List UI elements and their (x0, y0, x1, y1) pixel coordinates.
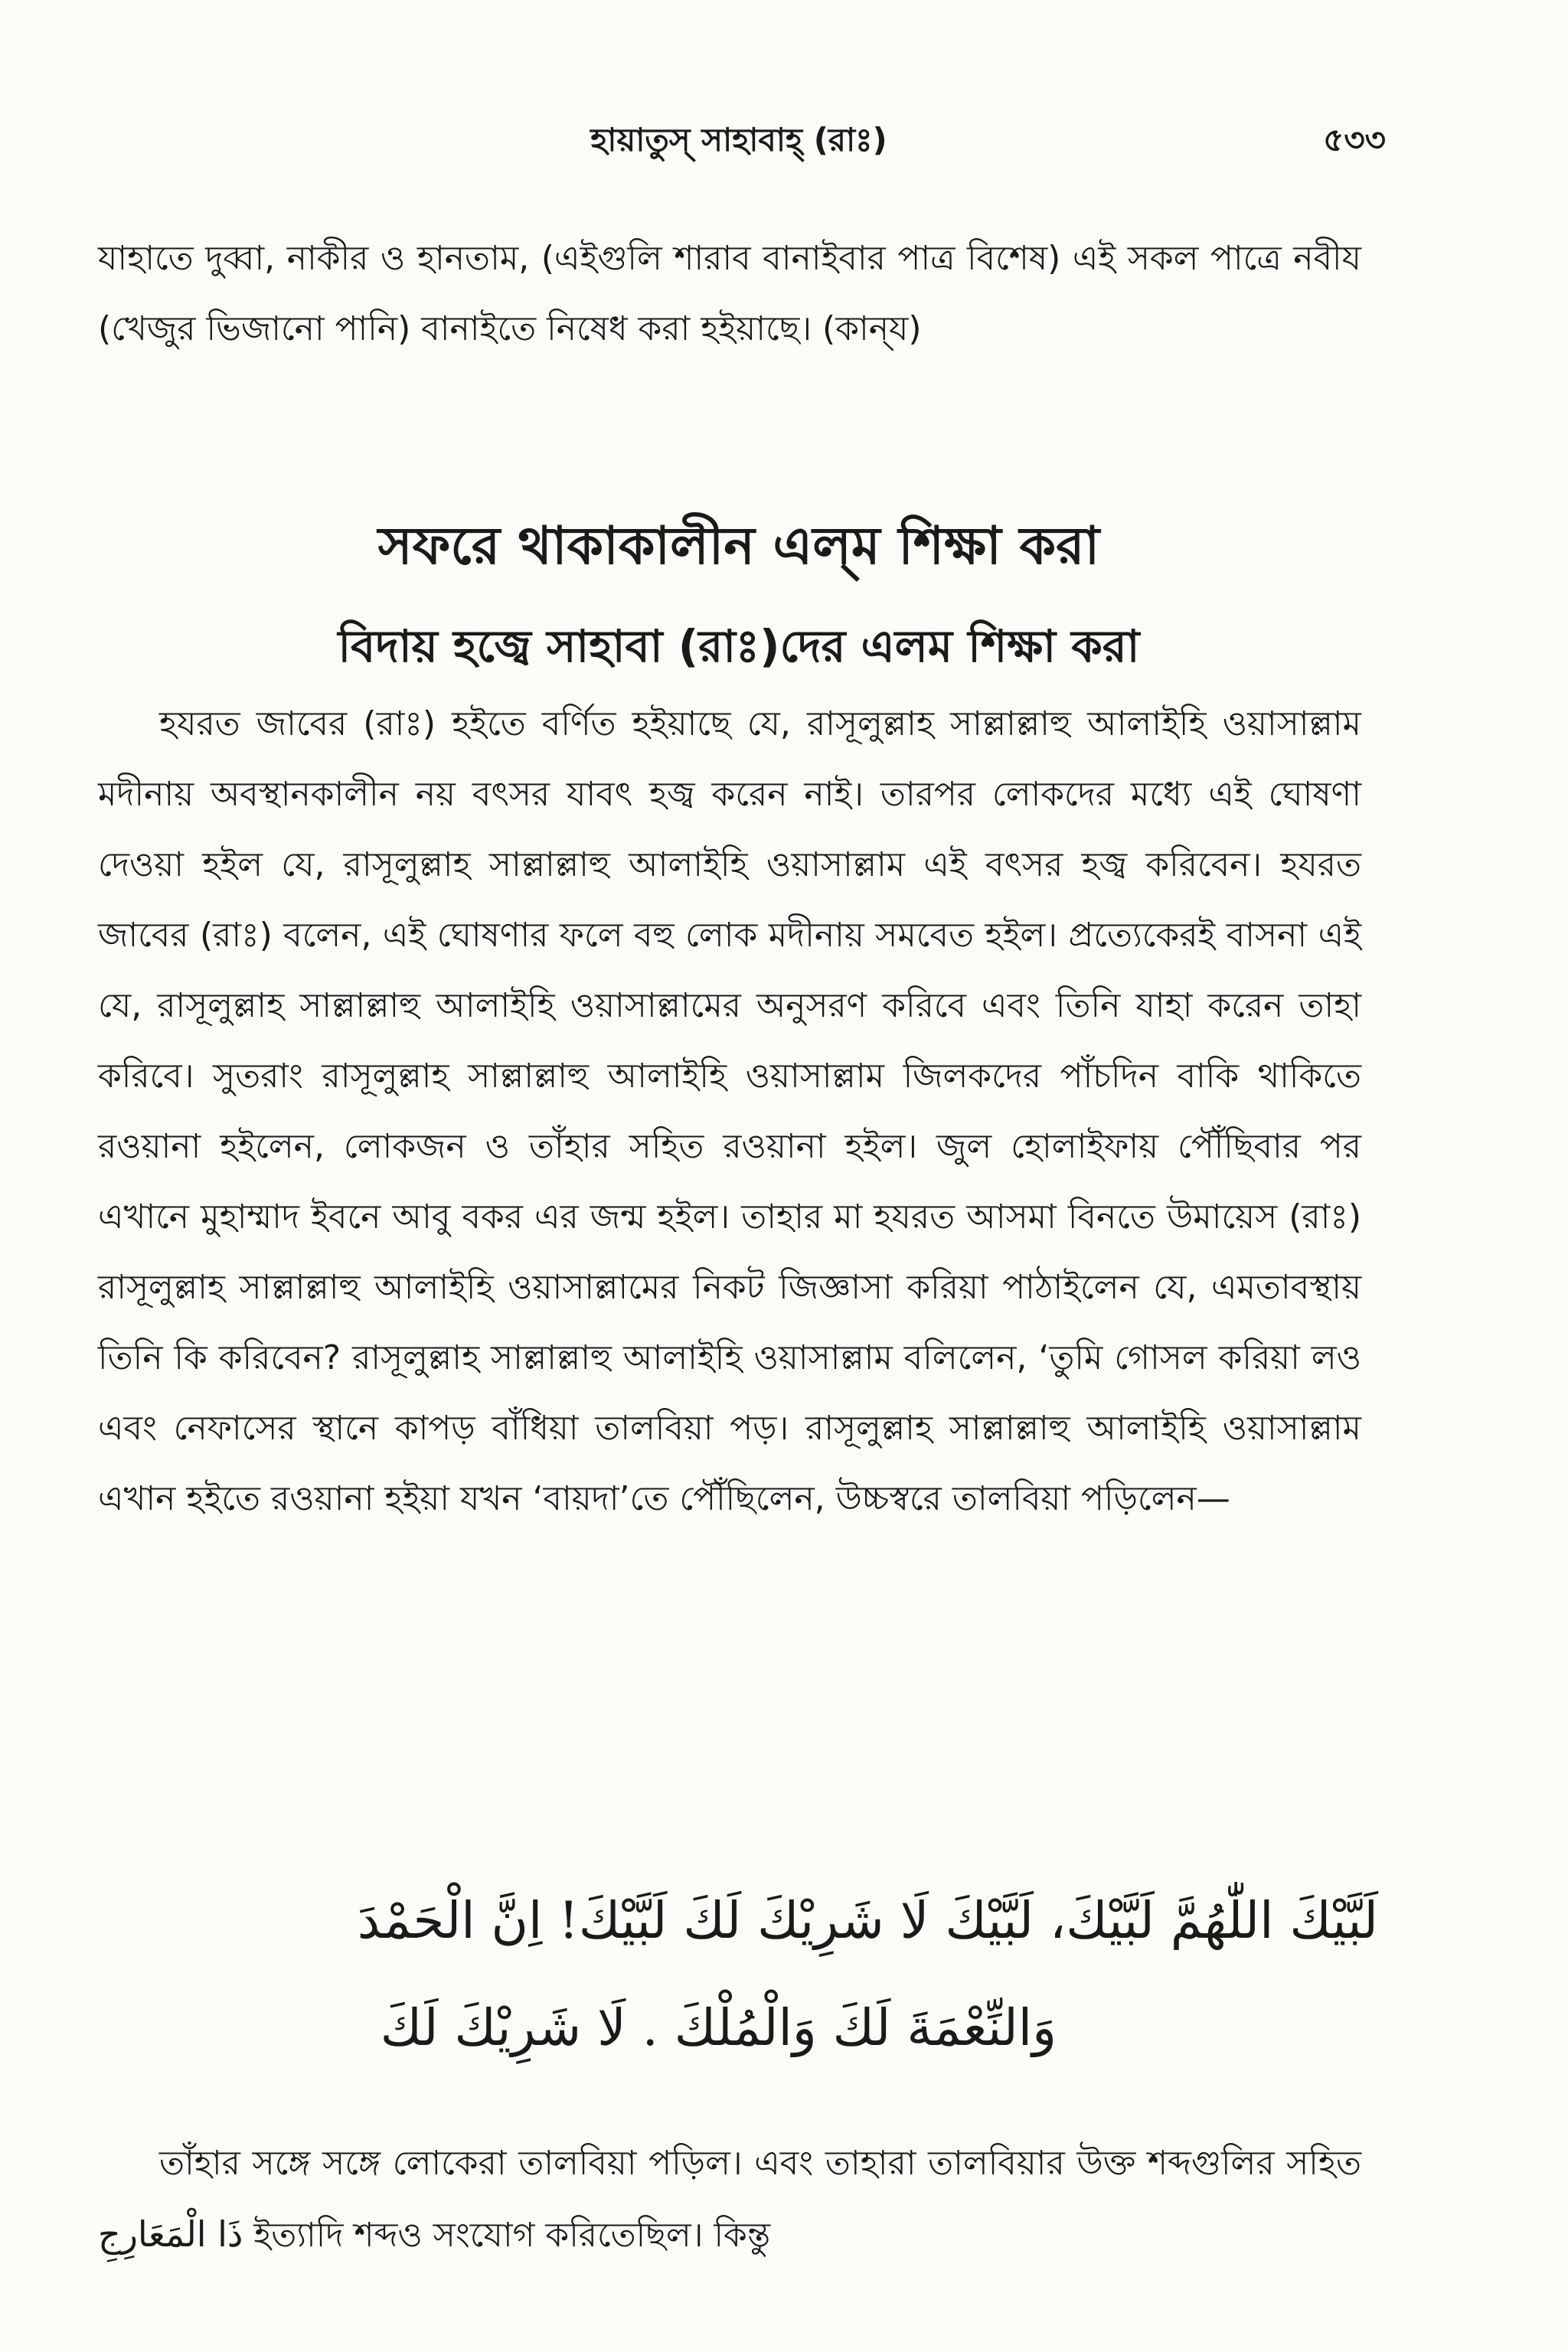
page-header (92, 115, 1386, 168)
closing-paragraph (98, 2128, 1361, 2271)
intro-paragraph: যাহাতে দুব্বা, নাকীর ও হানতাম, (এইগুলি শারাব বানাইবার পাত্র বিশেষ) এই সকল পাত্রে নবীয (খেজুর ভিজানো পানি) বানাইতে নিষেধ করা হইয়াছে। (কান্‌য) (98, 239, 1361, 348)
closing-text-part-2: ইত্যাদি শব্দও সংযোগ করিতেছিল। কিন্তু (253, 2216, 771, 2255)
main-paragraph: হযরত জাবের (রাঃ) হইতে বর্ণিত হইয়াছে যে, রাসূলুল্লাহ সাল্লাল্লাহু আলাইহি ওয়াসাল্লাম মদীনায় অবস্থানকালীন নয় বৎসর যাবৎ হজ্ব করেন নাই। তারপর লোকদের মধ্যে এই ঘোষণা দেওয়া হইল যে, রাসূলুল্লাহ সাল্লাল্লাহু আলাইহি ওয়াসাল্লাম এই বৎসর হজ্ব করিবেন। হযরত জাবের (রাঃ) বলেন, এই ঘোষণার ফলে বহু লোক মদীনায় সমবেত হইল। প্রত্যেকেরই বাসনা এই যে, রাসূলুল্লাহ সাল্লাল্লাহু আলাইহি ওয়াসাল্লামের অনুসরণ করিবে এবং তিনি যাহা করেন তাহা করিবে। সুতরাং রাসূলুল্লাহ সাল্লাল্লাহু আলাইহি ওয়াসাল্লাম জিলকদের পাঁচদিন বাকি থাকিতে রওয়ানা হইলেন, লোকজন ও তাঁহার সহিত রওয়ানা হইল। জুল হোলাইফায় পৌঁছিবার পর এখানে মুহাম্মাদ ইবনে আবু বকর এর জন্ম হইল। তাহার মা হযরত আসমা বিনতে উমায়েস (রাঃ) রাসূলুল্লাহ সাল্লাল্লাহু আলাইহি ওয়াসাল্লামের নিকট জিজ্ঞাসা করিয়া পাঠাইলেন যে, এমতাবস্থায় তিনি কি করিবেন? রাসূলুল্লাহ সাল্লাল্লাহু আলাইহি ওয়াসাল্লাম বলিলেন, ‘তুমি গোসল করিয়া লও এবং নেফাসের স্থানে কাপড় বাঁধিয়া তালবিয়া পড়। রাসূলুল্লাহ সাল্লাল্লাহু আলাইহি ওয়াসাল্লাম এখান হইতে রওয়ানা হইয়া যখন ‘বায়দা’তে পৌঁছিলেন, উচ্চস্বরে তালবিয়া পড়িলেন— (98, 704, 1361, 1518)
arabic-talbiyah-line-2: وَالنِّعْمَةَ لَكَ وَالْمُلْكَ . لَا شَرِيْكَ لَكَ (380, 1998, 1057, 2057)
closing-text-part-1: তাঁহার সঙ্গে সঙ্গে লোকেরা তালবিয়া পড়িল। এবং তাহারা তালবিয়ার উক্ত শব্দগুলির সহিত (159, 2144, 1361, 2183)
running-title: হায়াতুস্ সাহাবাহ্ (রাঃ) (590, 121, 887, 158)
subsection-heading: বিদায় হজ্বে সাহাবা (রাঃ)দের এলম শিক্ষা করা (338, 620, 1140, 672)
inline-arabic-phrase: ذَا الْمَعَارِجِ (98, 2213, 243, 2255)
section-heading: সফরে থাকাকালীন এল্‌ম শিক্ষা করা (377, 516, 1100, 577)
page-number: ৫৩৩ (1323, 121, 1386, 158)
arabic-talbiyah-line-1: لَبَّيْكَ اللّٰهُمَّ لَبَّيْكَ، لَبَّيْكَ لَا شَرِيْكَ لَكَ لَبَّيْكَ! اِنَّ الْحَمْدَ (357, 1891, 1378, 1950)
